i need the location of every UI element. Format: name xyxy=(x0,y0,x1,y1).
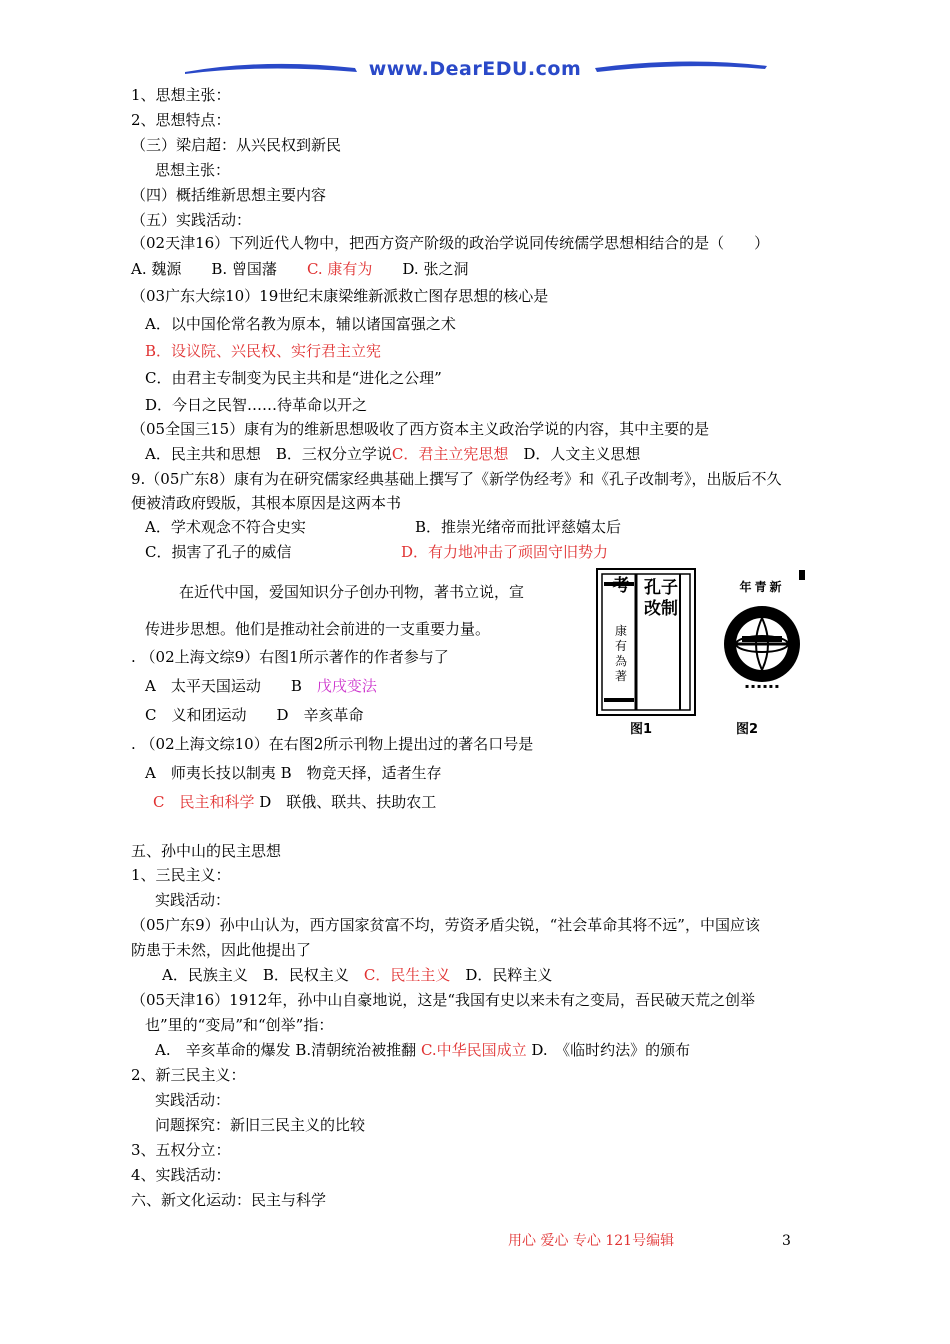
line-text: A 太平天国运动 B xyxy=(145,677,317,695)
line-text: 传进步思想。他们是推动社会前进的一支重要力量。 xyxy=(145,620,491,638)
line-l29 xyxy=(131,865,231,885)
answer-text: C．民生主义 xyxy=(363,966,451,984)
figure-2-masthead: 年青新 xyxy=(739,580,785,594)
line-text: A．以中国伦常名教为原本，辅以诸国富强之术 xyxy=(145,315,456,333)
line-text: C 义和团运动 D 辛亥革命 xyxy=(145,706,364,724)
line-l32 xyxy=(131,940,311,960)
line-l9 xyxy=(131,286,548,306)
line-l26 xyxy=(145,763,442,783)
site-header xyxy=(175,54,775,88)
line-text: （03广东大综10）19世纪末康梁维新派救亡图存思想的核心是 xyxy=(131,287,549,305)
line-l16 xyxy=(131,469,781,489)
line-text: 2、思想特点： xyxy=(131,111,231,129)
line-text: 六、新文化运动：民主与科学 xyxy=(131,1191,327,1209)
line-l15 xyxy=(145,444,640,464)
line-l3 xyxy=(131,135,341,155)
line-text: . （02上海文综10）在右图2所示刊物上提出过的著名口号是 xyxy=(131,735,534,753)
figure-1-caption: 图1 xyxy=(630,722,653,737)
line-l1 xyxy=(131,85,231,105)
page-number: 3 xyxy=(782,1233,791,1249)
line-l18 xyxy=(145,517,306,537)
line-l38 xyxy=(155,1090,230,1110)
line-text: 问题探究：新旧三民主义的比较 xyxy=(155,1116,366,1134)
line-text: （02天津16）下列近代人物中，把西方资产阶级的政治学说同传统儒学思想相结合的是（ ） xyxy=(131,234,770,252)
line-text: 思想主张： xyxy=(155,161,231,179)
line-l10 xyxy=(145,314,456,334)
line-text: （05全国三15）康有为的维新思想吸收了西方资本主义政治学说的内容，其中主要的是 xyxy=(131,420,710,438)
line-text: A．学术观念不符合史实 xyxy=(145,518,306,536)
answer-text: D．有力地冲击了顽固守旧势力 xyxy=(401,543,609,561)
line-l20 xyxy=(179,582,524,602)
answer-text: B．设议院、兴民权、实行君主立宪 xyxy=(145,342,382,360)
line-text: D. 《临时约法》的颁布 xyxy=(526,1041,691,1059)
line-l5 xyxy=(131,185,326,205)
line-text: . （02上海文综9）右图1所示著作的作者参与了 xyxy=(131,648,449,666)
line-text: 实践活动： xyxy=(155,891,231,909)
line-l17 xyxy=(131,493,401,513)
line-text: A 师夷长技以制夷 B 物竞天择，适者生存 xyxy=(145,764,442,782)
line-text: 五、孙中山的民主思想 xyxy=(131,842,282,860)
line-l31 xyxy=(131,915,760,935)
line-l30 xyxy=(155,890,230,910)
line-text: 也”里的“变局”和“创举”指： xyxy=(145,1016,334,1034)
line-text: （三）梁启超：从兴民权到新民 xyxy=(131,136,342,154)
line-text: 4、实践活动： xyxy=(131,1166,231,1184)
line-text: （五）实践活动： xyxy=(131,211,252,229)
site-title[interactable]: www.DearEDU.com xyxy=(368,58,582,80)
line-l42 xyxy=(131,1190,326,1210)
line-text: C．由君主专制变为民主共和是“进化之公理” xyxy=(145,369,442,387)
line-text: D．民粹主义 xyxy=(450,966,553,984)
line-text: 在近代中国，爱国知识分子创办刊物，著书立说，宣 xyxy=(179,583,525,601)
answer-text: 戊戌变法 xyxy=(316,677,377,695)
line-l8 xyxy=(131,259,468,279)
figure-2-caption: 图2 xyxy=(736,722,759,737)
line-text: A. 魏源 B. 曾国藩 xyxy=(131,260,307,278)
line-text: （四）概括维新思想主要内容 xyxy=(131,186,327,204)
line-l19 xyxy=(145,542,291,562)
line-l23 xyxy=(145,676,377,696)
line-l41 xyxy=(131,1165,231,1185)
line-text: 1、思想主张： xyxy=(131,86,231,104)
line-l6 xyxy=(131,210,251,230)
line-l33 xyxy=(162,965,552,985)
line-l25 xyxy=(131,734,533,754)
line-text: 1、三民主义： xyxy=(131,866,231,884)
line-l19b xyxy=(401,542,608,562)
figure-panel xyxy=(596,568,810,738)
line-l4 xyxy=(155,160,230,180)
line-l36 xyxy=(155,1040,690,1060)
line-text: B．推崇光绪帝而批评慈嬉太后 xyxy=(415,518,622,536)
line-text: D．今日之民智……待革命以开之 xyxy=(145,396,368,414)
line-l28 xyxy=(131,841,281,861)
line-text: 3、五权分立： xyxy=(131,1141,231,1159)
line-l27 xyxy=(153,792,436,812)
line-text: A．民主共和思想 B．三权分立学说 xyxy=(145,445,392,463)
line-l18b xyxy=(415,517,621,537)
line-l35 xyxy=(145,1015,333,1035)
answer-text: C.中华民国成立 xyxy=(420,1041,527,1059)
svg-text:▪ ▪ ▪ ▪ ▪ ▪: ▪ ▪ ▪ ▪ ▪ ▪ xyxy=(745,683,779,690)
line-text: （05广东9）孙中山认为，西方国家贫富不均，劳资矛盾尖锐，“社会革命其将不远”，中国应该 xyxy=(131,916,760,934)
line-l12 xyxy=(145,368,442,388)
line-text: （05天津16）1912年，孙中山自豪地说，这是“我国有史以来未有之变局，吾民破天荒之创举 xyxy=(131,991,756,1009)
line-l24 xyxy=(145,705,364,725)
figure-1-author: 康有為著 xyxy=(614,624,627,683)
line-l14 xyxy=(131,419,709,439)
line-text: 9.（05广东8）康有为在研究儒家经典基础上撰写了《新学伪经考》和《孔子改制考》，出版后不久 xyxy=(131,470,782,488)
line-l11 xyxy=(145,341,381,361)
line-l21 xyxy=(145,619,490,639)
line-l37 xyxy=(131,1065,246,1085)
line-l13 xyxy=(145,395,367,415)
line-l34 xyxy=(131,990,755,1010)
figure-1-book-title: 孔子改制 xyxy=(644,578,678,619)
line-text: 防患于未然，因此他提出了 xyxy=(131,941,312,959)
answer-text: C. 康有为 xyxy=(306,260,373,278)
figure-2-corner-mark xyxy=(799,570,805,580)
line-l39 xyxy=(155,1115,365,1135)
line-l2 xyxy=(131,110,231,130)
answer-text: C．君主立宪思想 xyxy=(391,445,509,463)
answer-text: C 民主和科学 xyxy=(153,793,255,811)
line-text: D 联俄、联共、扶助农工 xyxy=(254,793,437,811)
line-text: 实践活动： xyxy=(155,1091,231,1109)
figure-2-globe-image xyxy=(722,600,802,690)
line-l22 xyxy=(131,647,449,667)
line-text: D．人文主义思想 xyxy=(508,445,641,463)
footer-slogan: 用心 爱心 专心 121号编辑 xyxy=(508,1233,675,1249)
line-l40 xyxy=(131,1140,231,1160)
line-text: A. 辛亥革命的爆发 B.清朝统治被推翻 xyxy=(155,1041,421,1059)
line-l7 xyxy=(131,233,769,253)
line-text: C．损害了孔子的威信 xyxy=(145,543,292,561)
line-text: 2、新三民主义： xyxy=(131,1066,246,1084)
line-text: D. 张之洞 xyxy=(372,260,469,278)
line-text: 便被清政府毁版，其根本原因是这两本书 xyxy=(131,494,402,512)
line-text: A．民族主义 B．民权主义 xyxy=(162,966,364,984)
figure-1-book-title-last-char: 考 xyxy=(612,576,630,596)
